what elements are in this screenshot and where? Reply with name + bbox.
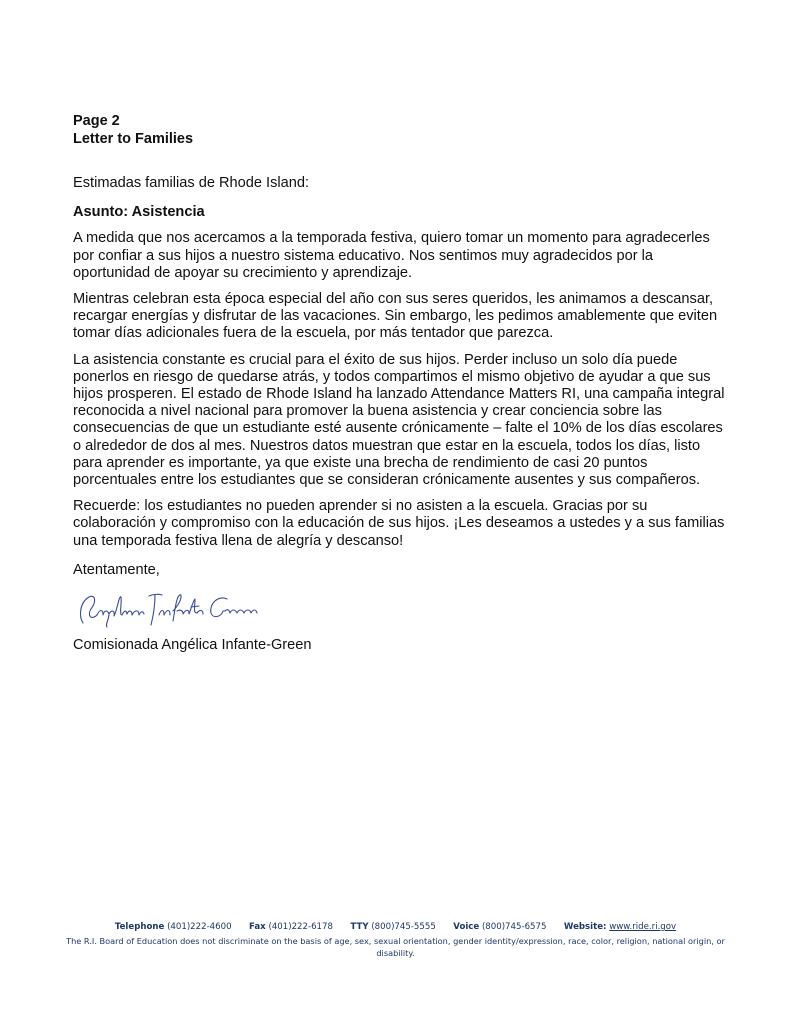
letter-subject: Asunto: Asistencia [73, 204, 205, 221]
letter-body [73, 175, 733, 663]
telephone-label: Telephone [114, 922, 165, 932]
fax-number: (401)222-6178 [268, 922, 333, 932]
signer-name: Comisionada Angélica Infante-Green [73, 637, 312, 654]
letter-paragraph: Mientras celebran esta época especial del año con sus seres queridos, les animamos a descansar, recargar energías y disfrutar de las vacaciones. Sin embargo, les pedimos amablemente que eviten tomar días adicionales fuera de la escuela, por más tentador que parezca. [73, 291, 718, 342]
tty-number: (800)745-5555 [371, 922, 436, 932]
page-footer [40, 921, 751, 959]
handwritten-signature [69, 587, 269, 631]
fax-label: Fax [249, 922, 266, 932]
letter-paragraph: La asistencia constante es crucial para el éxito de sus hijos. Perder incluso un solo día puede ponerlos en riesgo de quedarse atrás, y todos compartimos el mismo objetivo de ayudar a que sus hijos prosperen. El estado de Rhode Island ha lanzado Attendance Matters RI, una campaña integral reconocida a nivel nacional para promover la buena asistencia y crear conciencia sobre las consecuencias de que un estudiante esté ausente crónicamente – falte el 10% de los días escolares o alrededor de dos al mes. Nuestros datos muestran que estar en la escuela, todos los días, listo para aprender es importante, ya que existe una brecha de rendimiento de casi 20 puntos porcentuales entre los estudiantes que se consideran crónicamente ausentes y sus compañeros. [73, 351, 725, 489]
contact-line [40, 921, 751, 933]
tty-label: TTY [350, 922, 369, 932]
voice-number: (800)745-6575 [481, 922, 547, 932]
letter-greeting: Estimadas familias de Rhode Island: [73, 175, 310, 191]
letter-paragraph: Recuerde: los estudiantes no pueden aprender si no asisten a la escuela. Gracias por su colaboración y compromiso con la educación de sus hijos. ¡Les deseamos a ustedes y a sus familias una temporada festiva llena de alegría y descanso! [73, 498, 725, 549]
voice-label: Voice [453, 922, 480, 932]
page-header [73, 112, 193, 148]
telephone-number: (401)222-4600 [167, 922, 232, 932]
non-discrimination-disclaimer: The R.I. Board of Education does not discriminate on the basis of age, sex, sexual orientation, gender identity/expression, race, color, religion, national origin, or disability. [66, 936, 725, 958]
letter-closing: Atentamente, [73, 561, 160, 578]
document-title: Letter to Families [73, 131, 194, 147]
letter-paragraph: A medida que nos acercamos a la temporada festiva, quiero tomar un momento para agradecerles por confiar a sus hijos a nuestro sistema educativo. Nos sentimos muy agradecidos por la oportunidad de apoyar su crecimiento y aprendizaje. [73, 230, 710, 281]
page-number-label: Page 2 [73, 113, 120, 129]
website-link[interactable]: www.ride.ri.gov [609, 922, 677, 932]
website-label: Website: [563, 922, 607, 932]
